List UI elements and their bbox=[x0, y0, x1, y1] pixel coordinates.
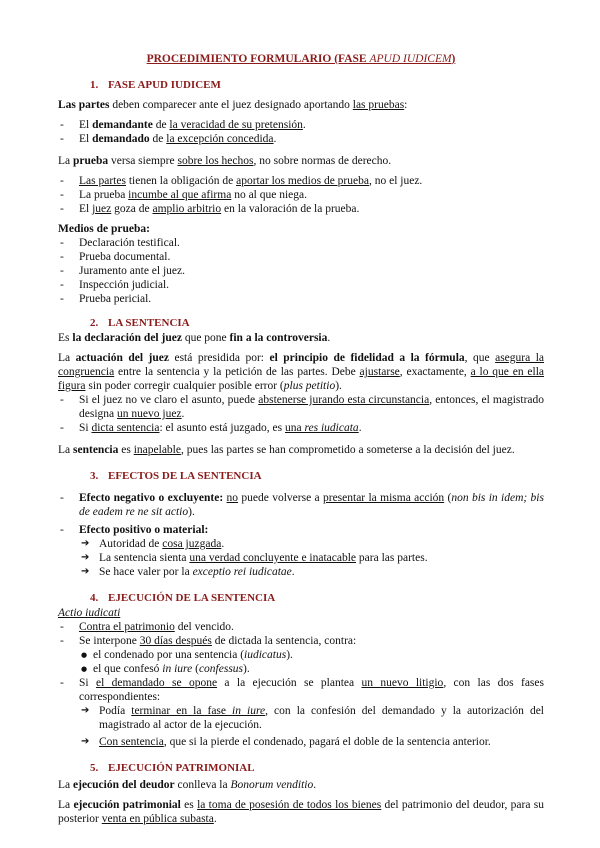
list-item: - Si el demandado se opone a la ejecución se plantea un nuevo litigio, con las dos fases correspondientes: bbox=[58, 676, 544, 704]
list-item: - Inspección judicial. bbox=[58, 278, 544, 292]
list-item: - El demandante de la veracidad de su pretensión. bbox=[58, 118, 544, 132]
list-item: - La prueba incumbe al que afirma no al que niega. bbox=[58, 188, 544, 202]
document-page bbox=[58, 52, 544, 832]
list-item: - Se interpone 30 días después de dictada la sentencia, contra: bbox=[58, 634, 544, 648]
paragraph: La prueba versa siempre sobre los hechos, no sobre normas de derecho. bbox=[58, 155, 392, 167]
bullet-list bbox=[58, 648, 544, 676]
list-item: - Contra el patrimonio del vencido. bbox=[58, 620, 544, 634]
document-title: PROCEDIMIENTO FORMULARIO (FASE APUD IUDICEM) bbox=[146, 53, 456, 65]
list bbox=[58, 393, 544, 435]
paragraph: La actuación del juez está presidida por: el principio de fidelidad a la fórmula, que asegura la congruencia entre la sentencia y la petición de las partes. Debe ajustarse, exactamente, a lo que en ella figura sin poder corregir cualquier posible error (plus petitio). bbox=[58, 352, 544, 392]
list bbox=[58, 174, 544, 216]
list-item: ● el que confesó in iure (confessus). bbox=[79, 662, 544, 676]
paragraph: La sentencia es inapelable, pues las partes se han comprometido a someterse a la decisión del juez. bbox=[58, 444, 515, 456]
list-item: ➔ Con sentencia, que si la pierde el condenado, pagará el doble de la sentencia anterior. bbox=[79, 735, 544, 749]
list-item: - Si el juez no ve claro el asunto, puede abstenerse jurando esta circunstancia, entonces, el magistrado designa un nuevo juez. bbox=[58, 393, 544, 421]
paragraph: Las partes deben comparecer ante el juez designado aportando las pruebas: bbox=[58, 99, 408, 111]
subheading: Medios de prueba: bbox=[58, 223, 150, 235]
arrow-list bbox=[58, 704, 544, 749]
list-item: ➔ La sentencia sienta una verdad concluyente e inatacable para las partes. bbox=[79, 551, 544, 565]
list-item: - Prueba pericial. bbox=[58, 292, 544, 306]
arrow-list bbox=[58, 537, 544, 579]
section-5-heading: 5. EJECUCIÓN PATRIMONIAL bbox=[90, 762, 255, 774]
list bbox=[58, 118, 544, 146]
list-item: ● el condenado por una sentencia (iudicatus). bbox=[79, 648, 544, 662]
list bbox=[58, 676, 544, 704]
list-item: - Si dicta sentencia: el asunto está juzgado, es una res iudicata. bbox=[58, 421, 544, 435]
list-item: - Prueba documental. bbox=[58, 250, 544, 264]
list-item: - Las partes tienen la obligación de aportar los medios de prueba, no el juez. bbox=[58, 174, 544, 188]
list bbox=[58, 620, 544, 648]
list-item: - Declaración testifical. bbox=[58, 236, 544, 250]
paragraph: Es la declaración del juez que pone fin a la controversia. bbox=[58, 332, 331, 344]
section-1-heading: 1. FASE APUD IUDICEM bbox=[90, 79, 221, 91]
paragraph: La ejecución patrimonial es la toma de posesión de todos los bienes del patrimonio del deudor, para su posterior venta en pública subasta. bbox=[58, 799, 544, 825]
section-4-heading: 4. EJECUCIÓN DE LA SENTENCIA bbox=[90, 592, 276, 604]
list-item: ➔ Podía terminar en la fase in iure, con la confesión del demandado y la autorización del magistrado al actor de la ejecución. bbox=[79, 704, 544, 732]
list-item: - Juramento ante el juez. bbox=[58, 264, 544, 278]
list-item: - Efecto negativo o excluyente: no puede volverse a presentar la misma acción (non bis in idem; bis de eadem re ne sit actio). bbox=[58, 491, 544, 519]
list-item: ➔ Autoridad de cosa juzgada. bbox=[79, 537, 544, 551]
list bbox=[58, 523, 544, 537]
list-item: - Efecto positivo o material: bbox=[58, 523, 544, 537]
list-item: - El demandado de la excepción concedida. bbox=[58, 132, 544, 146]
list-item: ➔ Se hace valer por la exceptio rei iudicatae. bbox=[79, 565, 544, 579]
medios-list bbox=[58, 236, 544, 306]
section-3-heading: 3. EFECTOS DE LA SENTENCIA bbox=[90, 470, 262, 482]
paragraph: La ejecución del deudor conlleva la Bonorum venditio. bbox=[58, 779, 317, 791]
list bbox=[58, 491, 544, 519]
subtitle: Actio iudicati bbox=[58, 607, 121, 619]
section-2-heading: 2. LA SENTENCIA bbox=[90, 317, 190, 329]
list-item: - El juez goza de amplio arbitrio en la valoración de la prueba. bbox=[58, 202, 544, 216]
